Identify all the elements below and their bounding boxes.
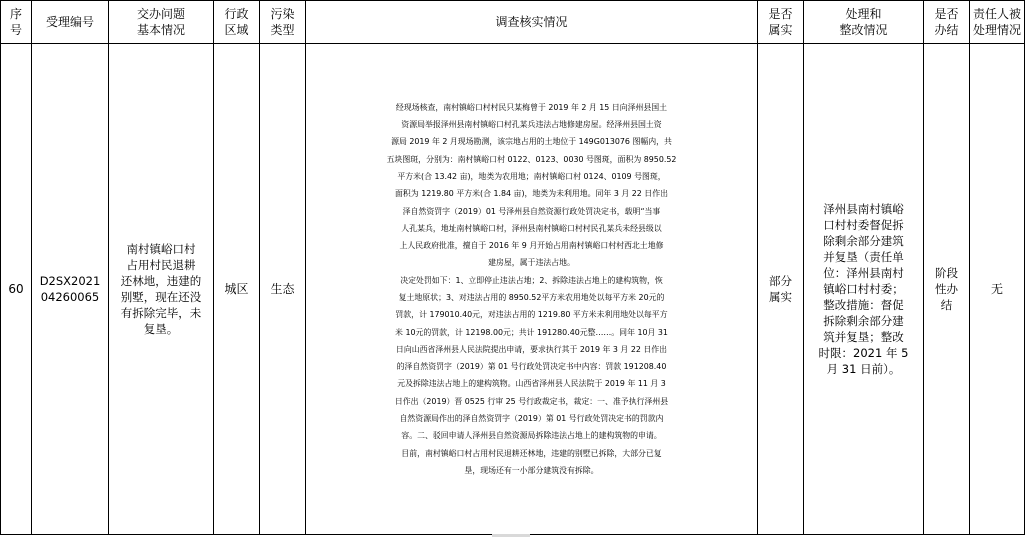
- header-handling: 处理和 整改情况: [804, 1, 924, 44]
- cell-handling: 泽州县南村镇峪 口村村委督促拆 除剩余部分建筑 并复垦（责任单 位：泽州县南村 镇峪口村村委； 整改措施：督促 拆除剩余部分建 筑并复垦；整改 时限：2021 年 5 月 31 日前）。: [804, 44, 924, 535]
- cell-investigation: 经现场核查，南村镇峪口村村民只某梅曾于 2019 年 2 月 15 日向泽州县国土 资源局举报泽州县南村镇峪口村孔某兵违法占地修建房屋。经泽州县国土资 源局 2019 年 2 月现场勘测，该宗地占用的土地位于 149G013076 图幅内，共 五块图斑，分别为：南村镇峪口村 0122、0123、0030 号图斑，面积为 8950.52 平方米(合 13.42 亩)，地类为农用地；南村镇峪口村 0124、0109 号图斑， 面积为 1219.80 平方米(合 1.84 亩)，地类为未利用地。同年 3 月 22 日作出 泽自然资罚字（2019）01 号泽州县自然资源行政处罚决定书，载明“当事 人孔某兵，地址南村镇峪口村，泽州县南村镇峪口村村民孔某兵未经县级以 上人民政府批准，擅自于 2016 年 9 月开始占用南村镇峪口村村西北土地修 建房屋，属于违法占地。 决定处罚如下：1、立即停止违法占地；2、拆除违法占地上的建构筑物，恢 复土地原状；3、对违法占用的 8950.52平方米农用地处以每平方米 20元的 罚款，计 179010.40元，对违法占用的 1219.80 平方米未利用地处以每平方 米 10元的罚款，计 12198.00元；共计 191280.40元整……。同年 10月 31 日向山西省泽州县人民法院提出申请，要求执行其于 2019 年 3 月 22 日作出 的泽自然资罚字（2019）第 01 号行政处罚决定书中内容：罚款 191208.40 元及拆除违法占地上的建构筑物。山西省泽州县人民法院于 2019 年 11 月 3 日作出（2019）晋 0525 行审 25 号行政裁定书，裁定：一、准予执行泽州县 自然资源局作出的泽自然资罚字（2019）第 01 号行政处罚决定书的罚款内 容。二、驳回申请人泽州县自然资源局拆除违法占地上的建构筑物的申请。 目前，南村镇峪口村占用村民退耕还林地，违建的别墅已拆除，大部分已复 垦，现场还有一小部分建筑没有拆除。: [306, 44, 758, 535]
- header-verified: 是否 属实: [758, 1, 804, 44]
- cell-issue: 南村镇峪口村 占用村民退耕 还林地，违建的 别墅，现在还没 有拆除完毕，未 复垦。: [109, 44, 214, 535]
- cell-closed: 阶段 性办 结: [924, 44, 970, 535]
- cell-responsible: 无: [970, 44, 1025, 535]
- scroll-edge-marker: [492, 534, 530, 537]
- table-row: [1, 44, 1025, 535]
- header-issue: 交办问题 基本情况: [109, 1, 214, 44]
- header-row: [1, 1, 1025, 44]
- cell-verified: 部分 属实: [758, 44, 804, 535]
- header-pollution: 污染 类型: [260, 1, 306, 44]
- header-investigation: 调查核实情况: [306, 1, 758, 44]
- cell-id: D2SX2021 04260065: [32, 44, 109, 535]
- header-closed: 是否 办结: [924, 1, 970, 44]
- header-id: 受理编号: [32, 1, 109, 44]
- header-seq: 序 号: [1, 1, 32, 44]
- cell-region: 城区: [214, 44, 260, 535]
- header-responsible: 责任人被 处理情况: [970, 1, 1025, 44]
- cell-seq: 60: [1, 44, 32, 535]
- cell-pollution: 生态: [260, 44, 306, 535]
- header-region: 行政 区域: [214, 1, 260, 44]
